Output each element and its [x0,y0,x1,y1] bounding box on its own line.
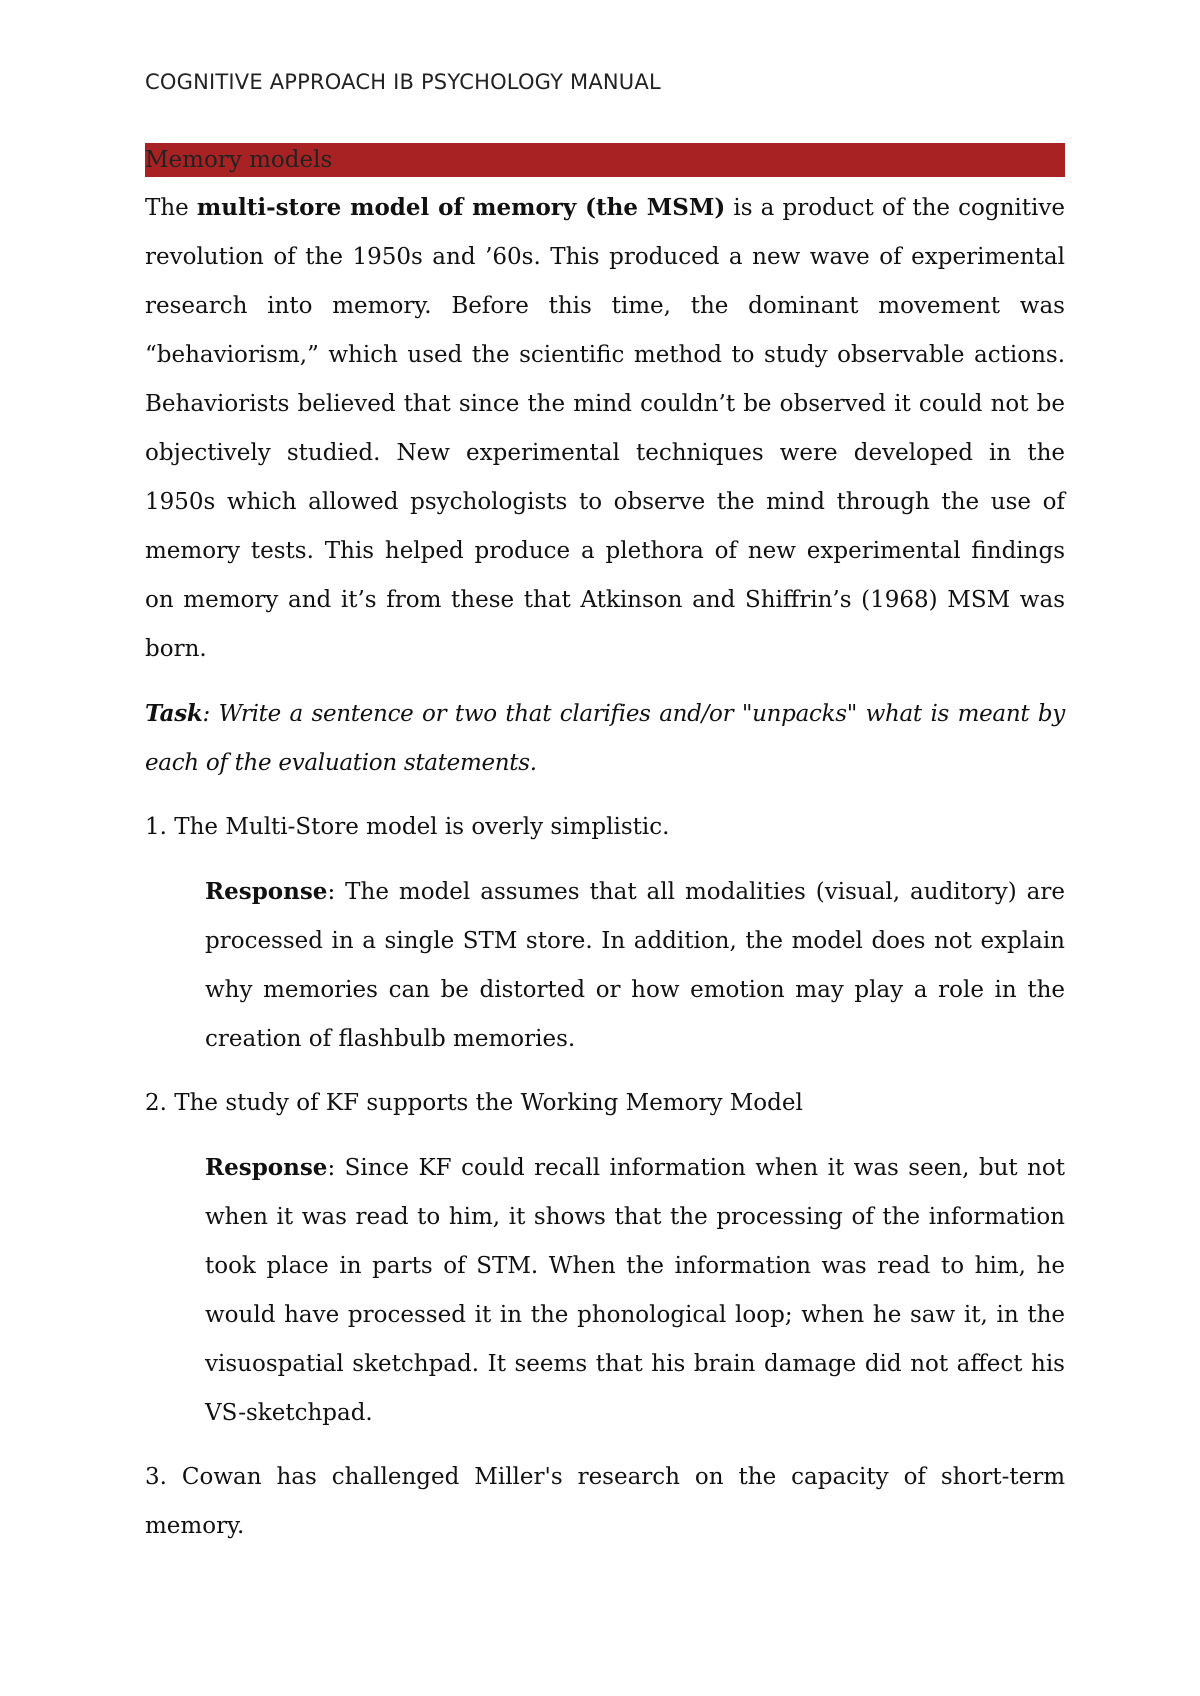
intro-paragraph [145,183,1065,674]
page-content [145,143,1065,1566]
response-1-text: : The model assumes that all modalities (visual, auditory) are processed in a single STM store. In addition, the model does not explain why memories can be distorted or how emotion may play a role in the creation of flashbulb memories. [205,879,1065,1052]
response-2-label: Response [205,1154,328,1181]
intro-lead: The [145,195,197,221]
response-2-text: : Since KF could recall information when it was seen, but not when it was read to him, it shows that the processing of the information took place in parts of STM. When the information was read to him, he would have processed it in the phonological loop; when he saw it, in the visuospatial sketchpad. It seems that his brain damage did not affect his VS-sketchpad. [205,1155,1065,1426]
statement-2: 2. The study of KF supports the Working Memory Model [145,1090,803,1116]
response-2 [205,1143,1065,1438]
statement-3: 3. Cowan has challenged Miller's research on the capacity of short-term memory. [145,1464,1065,1539]
task-separator: : [202,701,219,727]
intro-term: multi-store model of memory (the MSM) [196,194,726,221]
response-1-label: Response [205,878,328,905]
running-header: COGNITIVE APPROACH IB PSYCHOLOGY MANUAL [145,70,661,94]
task-label: Task [145,700,203,727]
section-heading: Memory models [145,143,1065,177]
task-text: Write a sentence or two that clarifies and/or "unpacks" what is meant by each of the evaluation statements. [145,701,1065,776]
intro-rest: is a product of the cognitive revolution of the 1950s and ’60s. This produced a new wave of experimental research into memory. Before this time, the dominant movement was “behaviorism,” which used the scientific method to study observable actions. Behaviorists believed that since the mind couldn’t be observed it could not be objectively studied. New experimental techniques were developed in the 1950s which allowed psychologists to observe the mind through the use of memory tests. This helped produce a plethora of new experimental findings on memory and it’s from these that Atkinson and Shiffrin’s (1968) MSM was born. [145,195,1065,662]
statement-1: 1. The Multi-Store model is overly simplistic. [145,814,670,840]
response-1 [205,867,1065,1064]
task-instruction [145,689,1065,788]
